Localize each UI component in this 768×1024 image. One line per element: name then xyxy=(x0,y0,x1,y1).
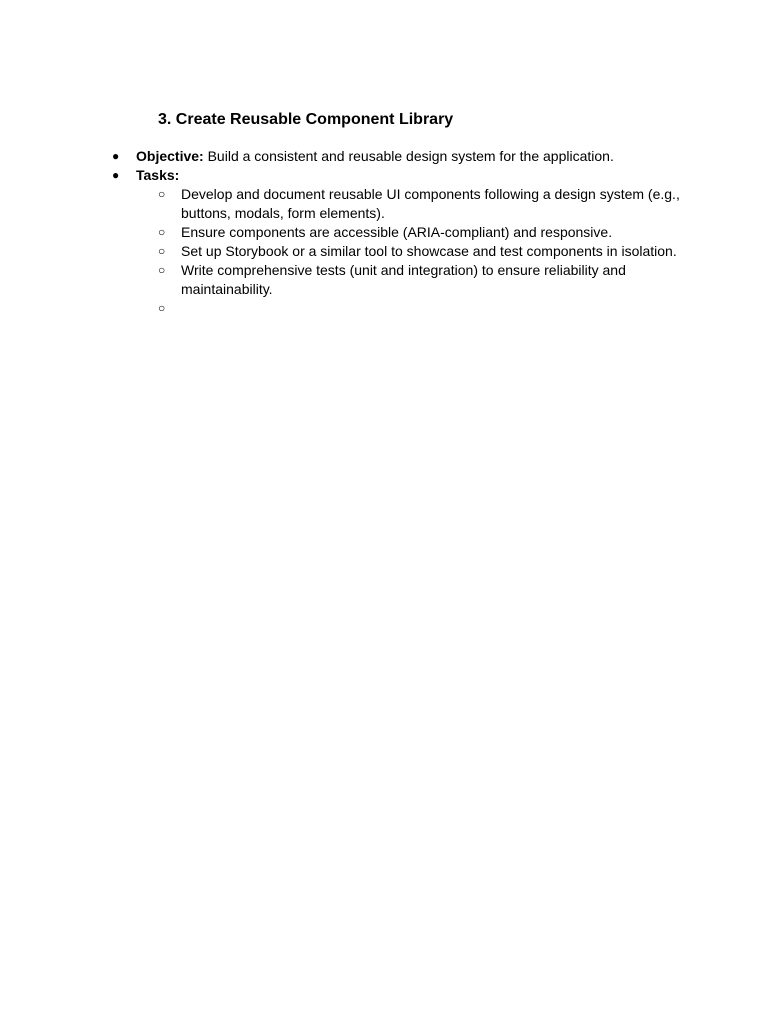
task-text: Set up Storybook or a similar tool to showcase and test components in isolation. xyxy=(181,243,677,259)
hollow-circle-bullet-icon: ○ xyxy=(158,225,166,239)
task-item xyxy=(136,242,692,261)
filled-circle-bullet-icon: ● xyxy=(112,149,120,163)
task-text: Ensure components are accessible (ARIA-compliant) and responsive. xyxy=(181,224,613,240)
objective-label: Objective: xyxy=(136,148,204,164)
task-item xyxy=(136,185,692,223)
hollow-circle-bullet-icon: ○ xyxy=(158,301,166,315)
list-item-objective xyxy=(112,147,692,166)
empty-task-item xyxy=(136,299,692,318)
section-heading: 3. Create Reusable Component Library xyxy=(158,111,454,128)
task-item xyxy=(136,261,692,299)
hollow-circle-bullet-icon: ○ xyxy=(158,244,166,258)
tasks-sublist xyxy=(136,185,692,318)
objective-text: Build a consistent and reusable design system for the application. xyxy=(203,148,614,164)
hollow-circle-bullet-icon: ○ xyxy=(158,263,166,277)
task-text: Develop and document reusable UI components following a design system (e.g., buttons, modals, form elements). xyxy=(181,186,680,221)
filled-circle-bullet-icon: ● xyxy=(112,168,120,182)
task-item xyxy=(136,223,692,242)
objective-task-list xyxy=(112,147,692,318)
tasks-label: Tasks: xyxy=(136,167,180,183)
list-item-tasks xyxy=(112,166,692,318)
task-text: Write comprehensive tests (unit and integration) to ensure reliability and maintainability. xyxy=(181,262,626,297)
hollow-circle-bullet-icon: ○ xyxy=(158,187,166,201)
